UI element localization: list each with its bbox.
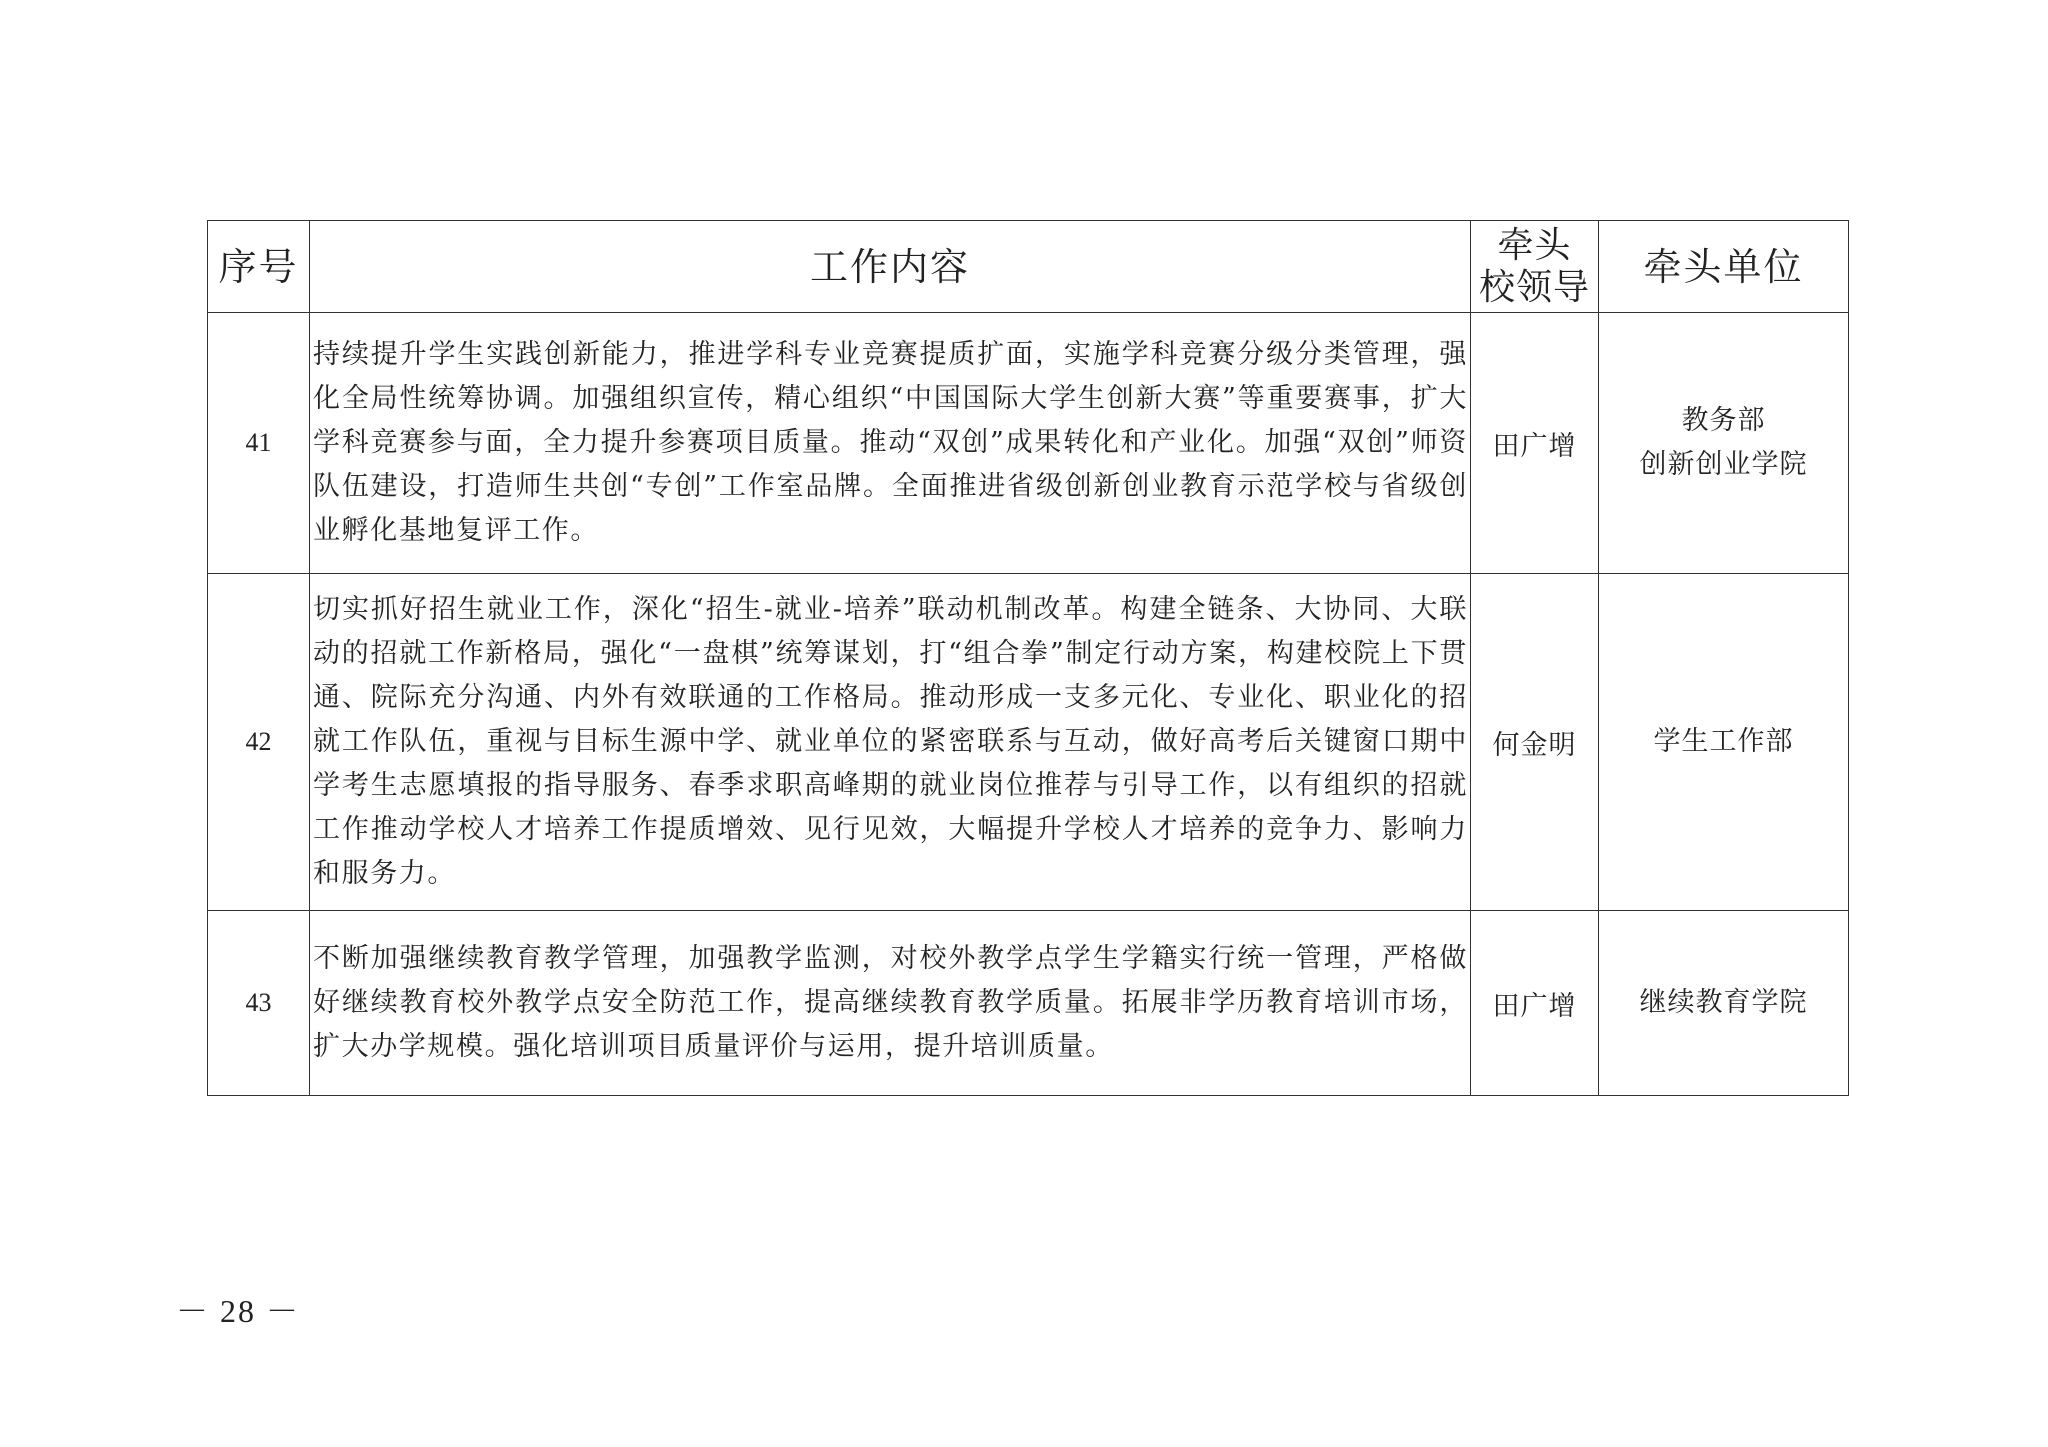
row-unit-line: 创新创业学院 bbox=[1639, 449, 1808, 480]
row-unit-line: 教务部 bbox=[1681, 405, 1766, 436]
row-content: 切实抓好招生就业工作，深化“招生-就业-培养”联动机制改革。构建全链条、大协同、大联动的招就工作新格局，强化“一盘棋”统筹谋划，打“组合拳”制定行动方案，构建校院上下贯通、院际充分沟通、内外有效联通的工作格局。推动形成一支多元化、专业化、职业化的招就工作队伍，重视与目标生源中学、就业单位的紧密联系与互动，做好高考后关键窗口期中学考生志愿填报的指导服务、春季求职高峰期的就业岗位推荐与引导工作，以有组织的招就工作推动学校人才培养工作提质增效、见行见效，大幅提升学校人才培养的竞争力、影响力和服务力。 bbox=[310, 574, 1471, 911]
header-unit: 牵头单位 bbox=[1599, 221, 1849, 313]
header-leader-line2: 校领导 bbox=[1478, 266, 1590, 308]
row-leader: 田广增 bbox=[1471, 313, 1599, 574]
row-unit bbox=[1599, 911, 1849, 1096]
row-seq: 43 bbox=[208, 911, 310, 1096]
header-leader-line1: 牵头 bbox=[1497, 224, 1572, 266]
row-content: 不断加强继续教育教学管理，加强教学监测，对校外教学点学生学籍实行统一管理，严格做好继续教育校外教学点安全防范工作，提高继续教育教学质量。拓展非学历教育培训市场，扩大办学规模。强化培训项目质量评价与运用，提升培训质量。 bbox=[310, 911, 1471, 1096]
table-header-row bbox=[208, 221, 1849, 313]
header-content: 工作内容 bbox=[310, 221, 1471, 313]
row-content: 持续提升学生实践创新能力，推进学科专业竞赛提质扩面，实施学科竞赛分级分类管理，强化全局性统筹协调。加强组织宣传，精心组织“中国国际大学生创新大赛”等重要赛事，扩大学科竞赛参与面，全力提升参赛项目质量。推动“双创”成果转化和产业化。加强“双创”师资队伍建设，打造师生共创“专创”工作室品牌。全面推进省级创新创业教育示范学校与省级创业孵化基地复评工作。 bbox=[310, 313, 1471, 574]
row-seq: 42 bbox=[208, 574, 310, 911]
row-leader: 田广增 bbox=[1471, 911, 1599, 1096]
row-unit-line: 继续教育学院 bbox=[1639, 987, 1808, 1018]
row-unit bbox=[1599, 574, 1849, 911]
header-seq: 序号 bbox=[208, 221, 310, 313]
row-unit-line: 学生工作部 bbox=[1653, 726, 1794, 757]
table-row bbox=[208, 574, 1849, 911]
table-row bbox=[208, 313, 1849, 574]
row-seq: 41 bbox=[208, 313, 310, 574]
table-row bbox=[208, 911, 1849, 1096]
header-leader bbox=[1471, 221, 1599, 313]
page-number: － 28 － bbox=[176, 1293, 301, 1329]
work-table bbox=[207, 220, 1849, 1096]
row-unit bbox=[1599, 313, 1849, 574]
row-leader: 何金明 bbox=[1471, 574, 1599, 911]
